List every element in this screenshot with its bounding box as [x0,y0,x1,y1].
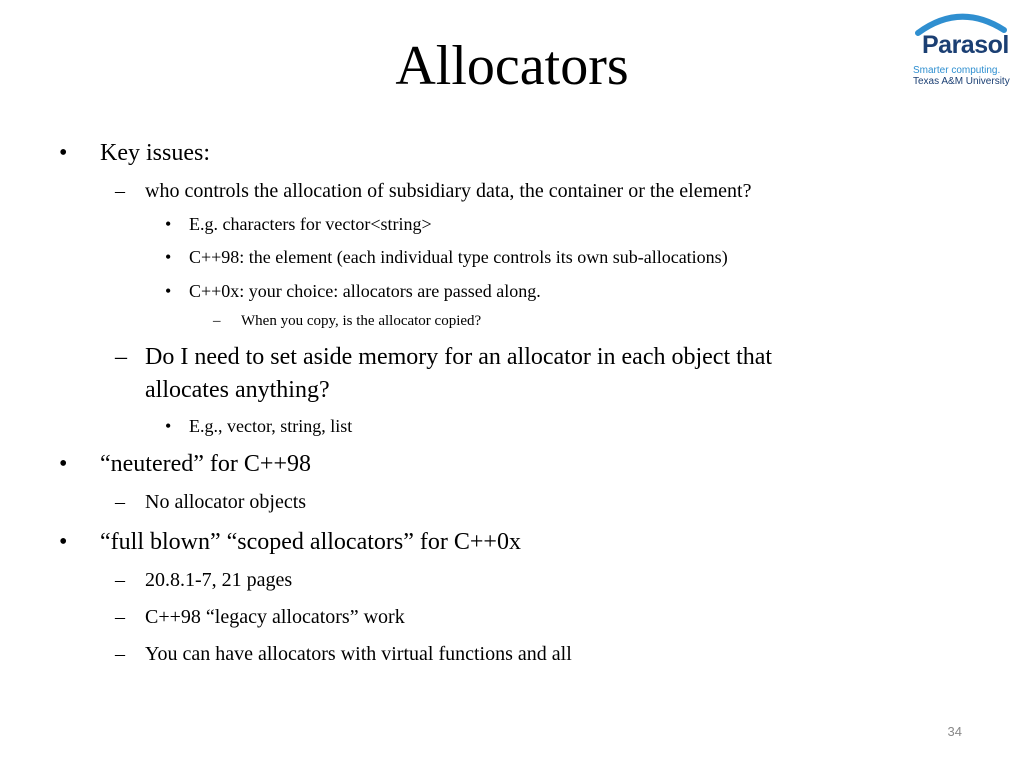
bullet-marker: – [115,180,125,202]
bullet-item [115,642,572,666]
bullet-marker: – [115,491,125,513]
bullet-item [165,246,728,268]
bullet-marker: • [165,281,172,301]
bullet-item [165,415,353,437]
bullet-item [115,568,293,592]
logo-wordmark: Parasol [922,31,1009,59]
bullet-text: “full blown” “scoped allocators” for C++0x [100,529,521,555]
bullet-marker: • [165,416,172,436]
bullet-text: 20.8.1-7, 21 pages [145,569,293,591]
slide-title: Allocators [395,35,629,97]
bullet-marker: • [59,451,68,477]
bullet-text: E.g. characters for vector<string> [189,214,432,234]
bullet-marker: • [59,529,68,555]
bullet-marker: – [115,569,125,591]
bullet-item [59,450,311,478]
bullet-marker: – [115,643,125,665]
bullet-marker: – [213,313,221,329]
logo-university: Texas A&M University [913,76,1010,87]
bullet-item [213,312,482,330]
bullet-item [59,139,210,167]
bullet-item [115,605,405,629]
bullet-text: E.g., vector, string, list [189,416,353,436]
bullet-text: “neutered” for C++98 [100,451,311,477]
bullet-text: Do I need to set aside memory for an allocator in each object that [145,344,773,370]
bullet-text: C++98 “legacy allocators” work [145,606,405,628]
bullet-text: You can have allocators with virtual functions and all [145,643,572,665]
bullet-item [165,213,432,235]
bullet-item [115,341,773,407]
bullet-item [59,528,521,556]
bullet-item [165,280,541,302]
bullet-marker: • [59,140,68,166]
bullet-text: Key issues: [100,140,210,166]
bullet-text: C++98: the element (each individual type controls its own sub-allocations) [189,247,728,267]
bullet-marker: • [165,247,172,267]
bullet-text: C++0x: your choice: allocators are passed along. [189,281,541,301]
bullet-text: No allocator objects [145,491,307,513]
page-number: 34 [947,724,962,739]
bullet-text: When you copy, is the allocator copied? [241,313,482,329]
bullet-text: allocates anything? [145,377,330,403]
bullet-item [115,179,752,203]
parasol-logo [908,10,1018,87]
bullet-marker: – [115,606,125,628]
bullet-marker: • [165,214,172,234]
bullet-item [115,490,307,514]
bullet-marker: – [115,344,127,370]
bullet-text: who controls the allocation of subsidiary data, the container or the element? [145,180,752,202]
logo-tagline: Smarter computing. [913,65,1001,76]
